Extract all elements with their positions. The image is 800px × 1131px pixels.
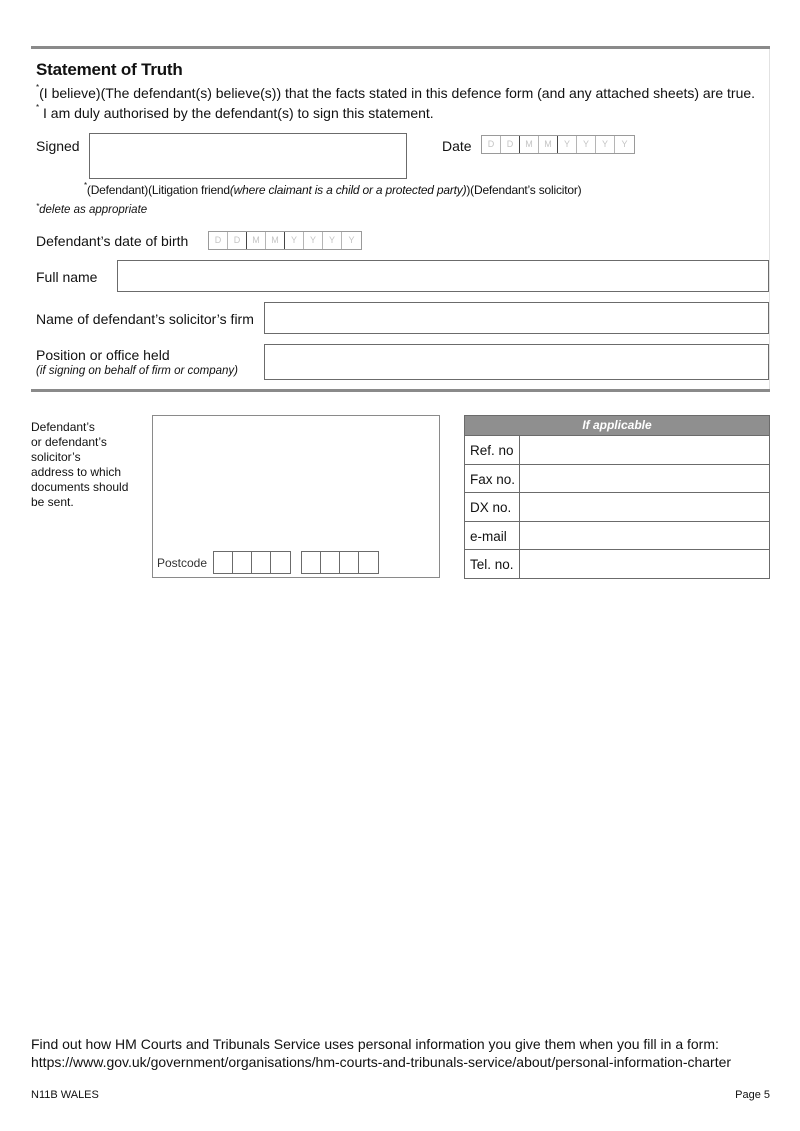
postcode-cell[interactable] [321,552,340,573]
authorisation-statement-text: I am duly authorised by the defendant(s) to sign this statement. [39,105,434,121]
date-year-cell[interactable]: Y [558,136,577,153]
postcode-cell[interactable] [214,552,233,573]
address-field[interactable] [152,415,440,578]
date-year-cell[interactable]: Y [621,139,628,149]
belief-statement [36,85,755,101]
address-label-line: be sent. [31,495,74,509]
dob-day-cell[interactable]: D [228,232,247,249]
belief-statement-text: (I believe)(The defendant(s) believe(s)) that the facts stated in this defence form (and any attached sheets) are true. [39,85,756,101]
postcode-label: Postcode [157,556,208,570]
dob-year-cell[interactable]: Y [323,232,342,249]
ref-no-label: Ref. no [465,436,520,464]
ref-no-row [465,435,769,464]
privacy-charter-link[interactable]: https://www.gov.uk/government/organisations/hm-courts-and-tribunals-service/about/personal-information-charter [31,1054,732,1070]
dx-no-label: DX no. [465,493,520,521]
full-name-field[interactable] [117,260,769,292]
asterisk-marker: * [36,103,40,112]
address-label-line: solicitor’s [31,450,81,464]
postcode-cell[interactable] [302,552,321,573]
top-divider [31,46,770,49]
signed-label: Signed [36,138,80,154]
date-year-cell[interactable]: Y [596,136,615,153]
date-month-cell[interactable]: M [539,136,558,153]
dob-field[interactable] [208,231,362,250]
solicitor-firm-field[interactable] [264,302,769,334]
privacy-notice-text: Find out how HM Courts and Tribunals Service uses personal information you give them when you fill in a form: [31,1036,719,1052]
asterisk-marker: * [36,202,40,211]
authorisation-statement [36,105,434,121]
address-label-line: documents should [31,480,129,494]
postcode-cell[interactable] [340,552,359,573]
dob-month-cell[interactable]: M [266,232,285,249]
capacity-where-text: (where claimant is a child or a protected party) [229,183,467,197]
dob-year-cell[interactable]: Y [304,232,323,249]
fax-no-label: Fax no. [465,465,520,493]
delete-note [36,204,147,216]
postcode-cell[interactable] [271,552,290,573]
privacy-notice [31,1035,731,1071]
dob-year-cell[interactable]: Y [348,235,355,245]
contact-details-table [464,415,770,579]
dx-no-field[interactable] [520,493,769,521]
postcode-inward-field[interactable] [301,551,379,574]
statement-title: Statement of Truth [36,60,183,79]
page-number: Page 5 [735,1089,770,1101]
date-field[interactable] [481,135,635,154]
full-name-label: Full name [36,269,98,285]
bottom-divider [31,389,770,392]
capacity-options [84,183,581,197]
dob-year-cell[interactable]: Y [285,232,304,249]
email-field[interactable] [520,522,769,550]
tel-no-label: Tel. no. [465,550,520,578]
date-year-cell[interactable]: Y [577,136,596,153]
firm-label: Name of defendant’s solicitor’s firm [36,311,254,327]
address-label-line: or defendant’s [31,435,107,449]
dob-day-cell[interactable]: D [209,232,228,249]
delete-note-text: delete as appropriate [39,204,148,216]
email-label: e-mail [465,522,520,550]
dob-month-cell[interactable]: M [247,232,266,249]
postcode-cell[interactable] [252,552,271,573]
tel-no-row [465,549,769,578]
tel-no-field[interactable] [520,550,769,578]
date-day-cell[interactable]: D [482,136,501,153]
form-code: N11B WALES [31,1089,99,1101]
if-applicable-header: If applicable [465,416,769,435]
address-label [31,420,128,510]
date-day-cell[interactable]: D [501,136,520,153]
dob-label: Defendant’s date of birth [36,233,189,249]
date-label: Date [442,138,472,154]
position-field[interactable] [264,344,769,380]
dx-no-row [465,492,769,521]
fax-no-field[interactable] [520,465,769,493]
ref-no-field[interactable] [520,436,769,464]
email-row [465,521,769,550]
address-label-line: address to which [31,465,122,479]
asterisk-marker: * [84,181,87,190]
signature-field[interactable] [89,133,407,179]
capacity-defendant-text: (Defendant)(Litigation friend [86,183,230,197]
postcode-cell[interactable] [233,552,252,573]
asterisk-marker: * [36,83,40,92]
postcode-outward-field[interactable] [213,551,291,574]
address-label-line: Defendant’s [31,420,95,434]
capacity-solicitor-text: )(Defendant’s solicitor) [466,183,582,197]
position-note: (if signing on behalf of firm or company) [36,365,238,377]
postcode-cell[interactable] [359,552,378,573]
fax-no-row [465,464,769,493]
position-label: Position or office held [36,347,170,363]
date-month-cell[interactable]: M [520,136,539,153]
